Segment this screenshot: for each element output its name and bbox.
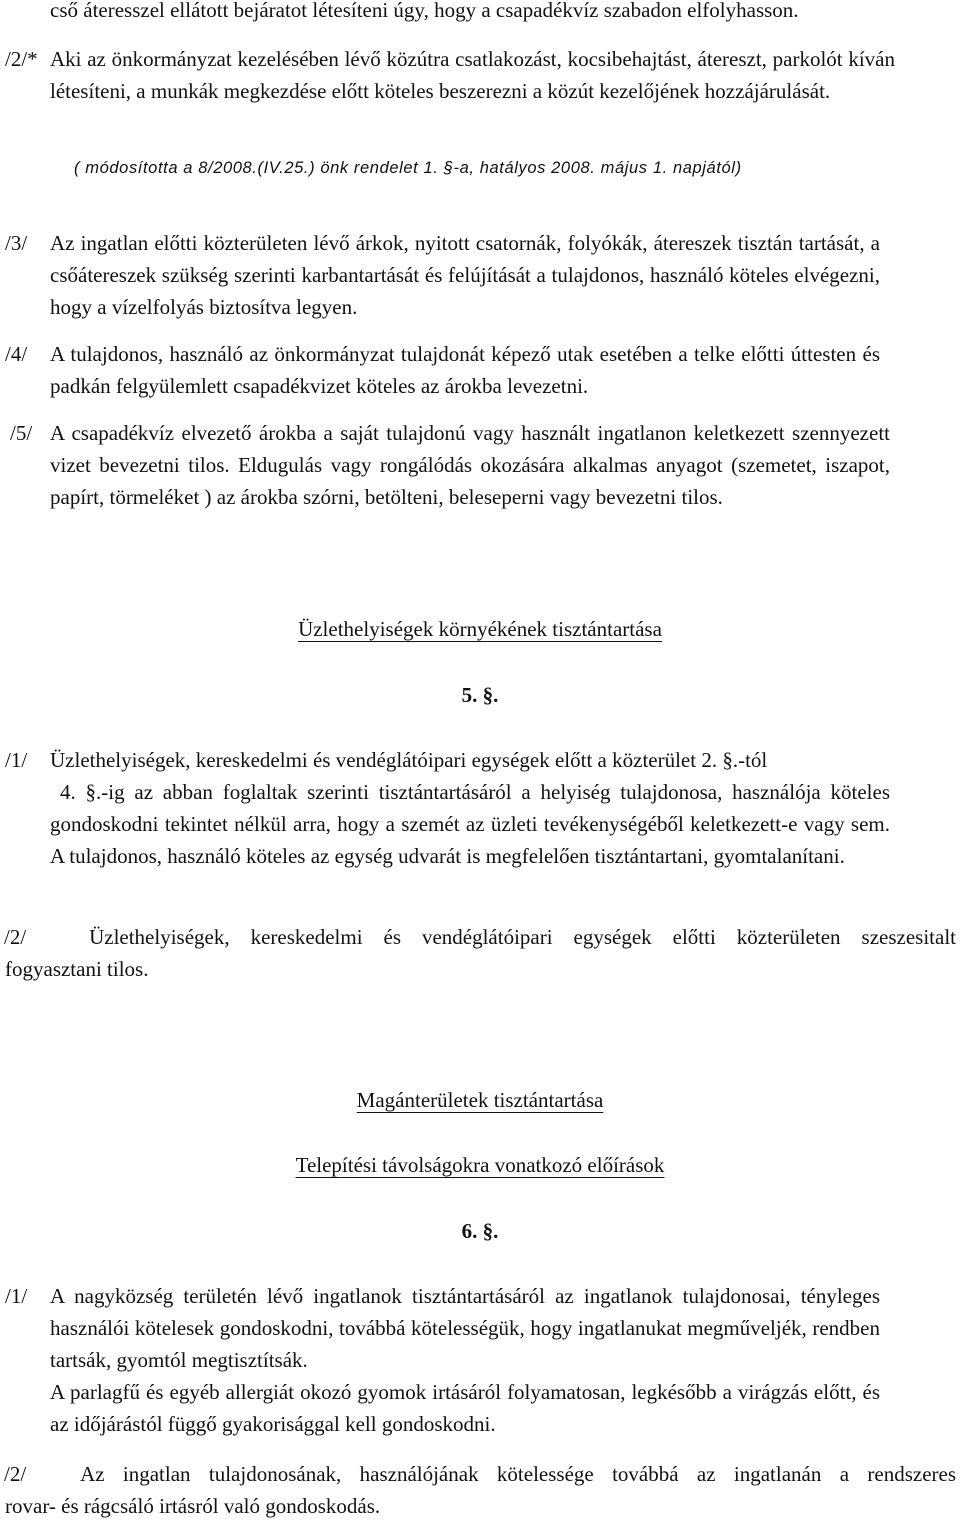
paragraph-label: /1/ bbox=[5, 1284, 28, 1308]
paragraph-text: A csapadékvíz elvezető árokba a saját tulajdonú vagy használt ingatlanon keletkezett szennyezett vizet bevezetni tilos. Eldugulás vagy rongálódás okozására alkalmas anyagot (szemetet, iszapot, papírt, törmeléket ) az árokba szórni, betölteni, beleseperni vagy bevezetni tilos. bbox=[50, 421, 890, 509]
section5-paragraph-2-line1 bbox=[4, 921, 956, 953]
paragraph-label: /2/ bbox=[4, 925, 27, 949]
paragraph-label: /1/ bbox=[5, 748, 28, 772]
paragraph-label: /3/ bbox=[5, 231, 28, 255]
paragraph-text-end: rendszeres bbox=[867, 1462, 957, 1486]
section-heading bbox=[0, 1084, 960, 1116]
section-subheading bbox=[0, 1149, 960, 1181]
paragraph-label: /2/* bbox=[5, 47, 38, 71]
paragraph-label: /5/ bbox=[10, 421, 33, 445]
paragraph-first-line: Üzlethelyiségek, kereskedelmi és vendéglátóipari egységek előtt a közterület 2. §.-tól bbox=[50, 748, 768, 772]
paragraph-3 bbox=[5, 227, 905, 327]
paragraph-text: Az ingatlan tulajdonosának, használójának kötelessége továbbá az ingatlanán a bbox=[80, 1462, 850, 1486]
section5-paragraph-1 bbox=[5, 744, 905, 904]
paragraph-2-star bbox=[5, 43, 905, 143]
paragraph-text-end: szeszesitalt bbox=[861, 925, 956, 949]
paragraph-text: Aki az önkormányzat kezelésében lévő közútra csatlakozást, kocsibehajtást, átereszt, parkolót kíván létesíteni, a munkák megkezdése előtt köteles beszerezni a közút kezelőjének hozzájárulását. bbox=[50, 47, 895, 103]
section6-paragraph-1 bbox=[5, 1280, 905, 1450]
section5-paragraph-2-line2: fogyasztani tilos. bbox=[5, 957, 149, 981]
paragraph-text: 4. §.-ig az abban foglaltak szerinti tisztántartásáról a helyiség tulajdonosa, használója köteles gondoskodni tekintet nélkül arra, hogy a szemét az üzleti tevékenységéből keletkezett-e vagy sem. A tulajdonos, használó köteles az egység udvarát is megfelelően tisztántartani, gyomtalanítani. bbox=[50, 780, 890, 868]
paragraph-4 bbox=[5, 338, 905, 408]
section-subheading-text: Telepítési távolságokra vonatkozó előírások bbox=[295, 1153, 665, 1177]
section6-paragraph-2-line1 bbox=[4, 1458, 956, 1490]
paragraph-text-2: A parlagfű és egyéb allergiát okozó gyomok irtásáról folyamatosan, legkésőbb a virágzás előtt, és az időjárástól függő gyakorisággal kell gondoskodni. bbox=[50, 1380, 880, 1436]
section-number: 5. §. bbox=[461, 683, 499, 707]
section-heading-text: Üzlethelyiségek környékének tisztántartása bbox=[298, 617, 662, 641]
amendment-note: ( módosította a 8/2008.(IV.25.) önk rendelet 1. §-a, hatályos 2008. május 1. napjától) bbox=[74, 159, 742, 177]
section-heading-text: Magánterületek tisztántartása bbox=[356, 1088, 604, 1112]
paragraph-label: /4/ bbox=[5, 342, 28, 366]
section-heading bbox=[0, 613, 960, 645]
paragraph-text: A nagyközség területén lévő ingatlanok tisztántartásáról az ingatlanok tulajdonosai, tényleges használói kötelesek gondoskodni, továbbá kötelességük, hogy ingatlanukat megműveljék, rendben tartsák, gyomtól megtisztítsák. bbox=[50, 1284, 880, 1372]
paragraph-text: Üzlethelyiségek, kereskedelmi és vendéglátóipari egységek előtti közterületen bbox=[89, 925, 841, 949]
continuation-line: cső áteresszel ellátott bejáratot létesíteni úgy, hogy a csapadékvíz szabadon elfolyhasson. bbox=[50, 0, 799, 22]
paragraph-5 bbox=[10, 417, 910, 547]
section6-paragraph-2-line2: rovar- és rágcsáló irtásról való gondoskodás. bbox=[5, 1494, 381, 1518]
section-number: 6. §. bbox=[461, 1219, 499, 1243]
paragraph-text: Az ingatlan előtti közterületen lévő árkok, nyitott csatornák, folyókák, átereszek tisztán tartását, a csőátereszek szükség szerinti karbantartását és felújítását a tulajdonos, használó köteles elvégezni, hogy a vízelfolyás biztosítva legyen. bbox=[50, 231, 880, 319]
paragraph-label: /2/ bbox=[4, 1462, 27, 1486]
paragraph-text: A tulajdonos, használó az önkormányzat tulajdonát képező utak esetében a telke előtti úttesten és padkán felgyülemlett csapadékvizet köteles az árokba levezetni. bbox=[50, 342, 880, 398]
